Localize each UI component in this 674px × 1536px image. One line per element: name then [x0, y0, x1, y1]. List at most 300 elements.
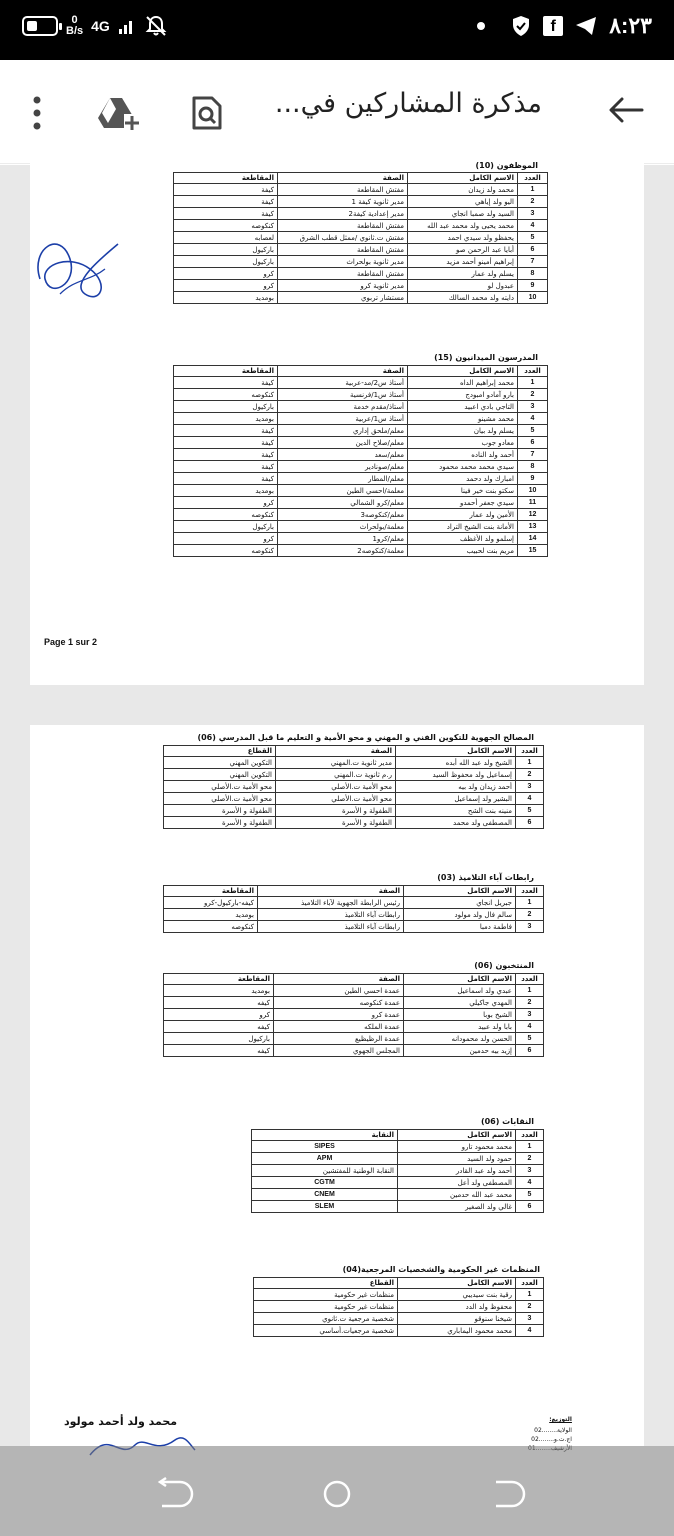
table-cell: كنكوصه — [174, 389, 278, 401]
table-row — [174, 545, 548, 557]
table-cell: 3 — [518, 208, 548, 220]
table-cell: 5 — [518, 425, 548, 437]
table-cell: إسماعيل ولد محفوظ السيد — [396, 769, 516, 781]
facebook-icon: f — [543, 16, 563, 36]
section-title: المدرسون الميدانيون (15) — [434, 353, 538, 362]
table-row — [174, 268, 548, 280]
table-cell: كنكوصه — [164, 921, 258, 933]
table-row — [174, 449, 548, 461]
table-row — [164, 1045, 544, 1057]
table-cell: 2 — [516, 909, 544, 921]
table-cell: CNEM — [252, 1189, 398, 1201]
table-cell: أستاذ س1/فرنسية — [278, 389, 408, 401]
table-cell: بابا ولد عبيد — [404, 1021, 516, 1033]
table-cell: باركيول — [174, 256, 278, 268]
table-row — [164, 909, 544, 921]
table-cell: كنكوصه — [174, 509, 278, 521]
table-row — [174, 437, 548, 449]
table-cell: النقابة الوطنية للمفتشين — [252, 1165, 398, 1177]
table-cell: 1 — [518, 184, 548, 196]
table-cell: منظمات غير حكومية — [254, 1289, 398, 1301]
table-cell: مفتش المقاطعة — [278, 184, 408, 196]
table-cell: التكوين المهني — [164, 769, 276, 781]
column-header: العدد — [518, 173, 548, 184]
column-header: الصفة — [278, 173, 408, 184]
table-cell: مدير ثانوية بولحراث — [278, 256, 408, 268]
table-cell: 9 — [518, 280, 548, 292]
column-header: العدد — [516, 886, 544, 897]
section-title: الموظفون (10) — [475, 161, 538, 170]
table-cell: يحفظو ولد سيدي احمد — [408, 232, 518, 244]
table-cell: رابطات آباء التلاميذ — [258, 921, 404, 933]
table-cell: 1 — [516, 985, 544, 997]
table-cell: معلم/صونادير — [278, 461, 408, 473]
table-row — [174, 425, 548, 437]
table-cell: معلم/كرو الشمالي — [278, 497, 408, 509]
table-cell: محو الأمية ت.الأصلي — [164, 793, 276, 805]
table-cell: 7 — [518, 449, 548, 461]
telegram-icon — [575, 16, 597, 36]
system-navigation-bar — [0, 1446, 674, 1536]
table-cell: مفتش المقاطعة — [278, 244, 408, 256]
notifications-off-icon — [144, 14, 168, 38]
table-cell: عمدة الملكه — [274, 1021, 404, 1033]
table-cell: محو الأمية ت.الأصلي — [164, 781, 276, 793]
table-row — [174, 413, 548, 425]
table-cell: 5 — [516, 1033, 544, 1045]
table-cell: APM — [252, 1153, 398, 1165]
network-speed: 0 B/s — [66, 14, 84, 37]
back-nav-icon[interactable] — [150, 1474, 190, 1514]
table-cell: 9 — [518, 473, 548, 485]
table-cell: 6 — [516, 1201, 544, 1213]
table-cell: كيفه — [164, 1045, 274, 1057]
employees-table — [173, 172, 548, 304]
table-cell: بارو آمادو امبودج — [408, 389, 518, 401]
column-header: المقاطعة — [174, 366, 278, 377]
table-cell: الشيخ ولد عبد الله أبده — [396, 757, 516, 769]
table-cell: كيفة — [174, 208, 278, 220]
table-cell: SIPES — [252, 1141, 398, 1153]
table-cell: أحمد ولد عبد القادر — [398, 1165, 516, 1177]
table-row — [164, 1009, 544, 1021]
table-row — [174, 292, 548, 304]
table-cell: مريم بنت لحبيب — [408, 545, 518, 557]
table-cell: 1 — [516, 757, 544, 769]
table-cell: كيفة — [174, 377, 278, 389]
table-row — [164, 781, 544, 793]
section-title: المنتخبون (06) — [474, 961, 534, 970]
table-cell: 3 — [516, 781, 544, 793]
column-header: الصفة — [278, 366, 408, 377]
column-header: المقاطعة — [164, 974, 274, 985]
recents-nav-icon[interactable] — [484, 1474, 524, 1514]
table-row — [164, 897, 544, 909]
network-type: 4G — [91, 18, 110, 34]
table-cell: 5 — [518, 232, 548, 244]
column-header: النقابة — [252, 1130, 398, 1141]
table-cell: 1 — [516, 1289, 544, 1301]
table-cell: 2 — [518, 389, 548, 401]
table-row — [174, 533, 548, 545]
table-row — [174, 208, 548, 220]
section-title: النقابات (06) — [480, 1117, 534, 1126]
column-header: الاسم الكامل — [408, 173, 518, 184]
column-header: المقاطعة — [164, 886, 258, 897]
table-cell: شخصية مرجعيات.أساسي — [254, 1325, 398, 1337]
table-cell: اليو ولد إياهي — [408, 196, 518, 208]
table-cell: كيفة — [174, 196, 278, 208]
table-cell: 10 — [518, 292, 548, 304]
table-cell: 3 — [516, 1313, 544, 1325]
table-cell: 4 — [518, 220, 548, 232]
table-header-row — [174, 173, 548, 184]
table-cell: منينه بنت الشح — [396, 805, 516, 817]
table-cell: الشيخ بوبا — [404, 1009, 516, 1021]
table-row — [164, 985, 544, 997]
table-cell: المجلس الجهوي — [274, 1045, 404, 1057]
section-title: رابطات آباء التلاميذ (03) — [437, 873, 534, 882]
table-cell: 3 — [516, 1165, 544, 1177]
table-cell: مفتش المقاطعة — [278, 268, 408, 280]
table-cell: مفتش ت.ثانوي /ممثل قطب الشرق — [278, 232, 408, 244]
table-row — [174, 509, 548, 521]
distribution-title: التوزيع: — [549, 1416, 572, 1423]
table-cell: محمد يحيى ولد محمد عبد الله — [408, 220, 518, 232]
table-cell: الطفولة و الأسرة — [276, 805, 396, 817]
column-header: الصفة — [274, 974, 404, 985]
table-cell: محفوظ ولد الدد — [398, 1301, 516, 1313]
table-cell: سيدي محمد محمد محمود — [408, 461, 518, 473]
table-cell: 13 — [518, 521, 548, 533]
section-title: المنظمات غير الحكومية والشخصيات المرجعية(04) — [342, 1265, 540, 1274]
table-row — [164, 769, 544, 781]
table-cell: كرو — [174, 497, 278, 509]
table-cell: محمد ولد زيدان — [408, 184, 518, 196]
table-cell: أحمد ولد الناده — [408, 449, 518, 461]
column-header: العدد — [516, 1278, 544, 1289]
table-row — [174, 401, 548, 413]
table-cell: سكتو بنت خير فينا — [408, 485, 518, 497]
table-cell: كيفه — [164, 997, 274, 1009]
table-cell: معلم/صلاح الدين — [278, 437, 408, 449]
elected-officials-table — [163, 973, 544, 1057]
table-cell: الطفولة و الأسرة — [276, 817, 396, 829]
signer-name: محمد ولد أحمد مولود — [64, 1415, 178, 1428]
table-cell: محمد محمود تارو — [398, 1141, 516, 1153]
home-nav-icon[interactable] — [317, 1474, 357, 1514]
table-cell: CGTM — [252, 1177, 398, 1189]
signal-icon — [118, 17, 136, 35]
column-header: الاسم الكامل — [398, 1130, 516, 1141]
table-cell: محمد مشينو — [408, 413, 518, 425]
table-cell: التاجي بادي اعبيد — [408, 401, 518, 413]
table-cell: ر.م ثانوية ت.المهني — [276, 769, 396, 781]
table-cell: 3 — [516, 1009, 544, 1021]
table-cell: 6 — [516, 1045, 544, 1057]
table-cell: المصطفى ولد محمد — [396, 817, 516, 829]
table-cell: 7 — [518, 256, 548, 268]
table-cell: البشير ولد إسماعيل — [396, 793, 516, 805]
parents-associations-table — [163, 885, 544, 933]
table-cell: منظمات غير حكومية — [254, 1301, 398, 1313]
column-header: القطاع — [164, 746, 276, 757]
table-cell: مستشار تربوي — [278, 292, 408, 304]
table-cell: بومديد — [174, 292, 278, 304]
table-cell: باركيول — [164, 1033, 274, 1045]
table-row — [174, 485, 548, 497]
table-cell: أحمد زيدان ولد بيه — [396, 781, 516, 793]
table-cell: المصطفى ولد أعل — [398, 1177, 516, 1189]
column-header: العدد — [518, 366, 548, 377]
table-row — [174, 497, 548, 509]
table-cell: معلم/ملحق إداري — [278, 425, 408, 437]
table-cell: أستاذ س2/مد-عربية — [278, 377, 408, 389]
table-row — [164, 921, 544, 933]
column-header: الاسم الكامل — [404, 886, 516, 897]
table-cell: 11 — [518, 497, 548, 509]
table-header-row — [164, 974, 544, 985]
table-cell: 2 — [516, 1153, 544, 1165]
table-row — [164, 793, 544, 805]
table-row — [174, 184, 548, 196]
add-to-drive-icon[interactable] — [96, 96, 140, 132]
table-header-row — [164, 886, 544, 897]
table-row — [164, 1033, 544, 1045]
table-cell: حمود ولد السيد — [398, 1153, 516, 1165]
table-cell: امبارك ولد دحمد — [408, 473, 518, 485]
table-cell: كرو — [174, 268, 278, 280]
table-cell: معلمة/بولحراث — [278, 521, 408, 533]
table-cell: محو الأمية ت.الأصلي — [276, 781, 396, 793]
table-row — [174, 461, 548, 473]
table-cell: أستاذ/مقدم خدمة — [278, 401, 408, 413]
table-cell: إزيد بيه حدمين — [404, 1045, 516, 1057]
table-cell: الطفولة و الأسرة — [164, 805, 276, 817]
table-cell: جبريل انجاي — [404, 897, 516, 909]
table-cell: كنكوصه — [174, 220, 278, 232]
column-header: العدد — [516, 974, 544, 985]
table-row — [174, 196, 548, 208]
table-cell: عمدة كرو — [274, 1009, 404, 1021]
table-cell: 1 — [516, 897, 544, 909]
table-cell: عمدة احسي الطين — [274, 985, 404, 997]
column-header: الصفة — [276, 746, 396, 757]
table-cell: بومديد — [174, 485, 278, 497]
document-viewer[interactable] — [0, 161, 674, 1446]
table-cell: مدير إعدادية كيفة2 — [278, 208, 408, 220]
back-arrow-icon[interactable] — [606, 90, 646, 130]
table-cell: 2 — [516, 997, 544, 1009]
table-cell: عمدة كنكوصه — [274, 997, 404, 1009]
document-page-2 — [30, 725, 644, 1465]
table-cell: يسلم ولد عمار — [408, 268, 518, 280]
table-cell: 14 — [518, 533, 548, 545]
table-cell: SLEM — [252, 1201, 398, 1213]
table-cell: 8 — [518, 268, 548, 280]
table-row — [254, 1301, 544, 1313]
table-row — [254, 1325, 544, 1337]
table-row — [252, 1141, 544, 1153]
table-row — [164, 757, 544, 769]
table-cell: معلمة/كنكوصه2 — [278, 545, 408, 557]
table-cell: باركيول — [174, 401, 278, 413]
table-cell: لعصابه — [174, 232, 278, 244]
table-cell: 10 — [518, 485, 548, 497]
table-header-row — [254, 1278, 544, 1289]
table-cell: رابطات آباء التلاميذ — [258, 909, 404, 921]
table-cell: الأمانة بنت الشيخ التراد — [408, 521, 518, 533]
table-cell: كيفة — [174, 461, 278, 473]
table-cell: إبراهيم أمينو أحمد مزيد — [408, 256, 518, 268]
table-header-row — [164, 746, 544, 757]
table-cell: 3 — [518, 401, 548, 413]
table-cell: كرو — [164, 1009, 274, 1021]
table-cell: 5 — [516, 1189, 544, 1201]
shield-icon — [511, 15, 531, 37]
table-cell: كيفة — [174, 425, 278, 437]
column-header: الاسم الكامل — [398, 1278, 516, 1289]
table-cell: عبدول لو — [408, 280, 518, 292]
table-row — [252, 1189, 544, 1201]
table-cell: الطفولة و الأسرة — [164, 817, 276, 829]
table-cell: شيخنا سنوقو — [398, 1313, 516, 1325]
table-cell: 6 — [518, 244, 548, 256]
table-cell: بومديد — [164, 985, 274, 997]
table-cell: معلم/سعد — [278, 449, 408, 461]
table-cell: 4 — [516, 1325, 544, 1337]
table-cell: الأمين ولد عمار — [408, 509, 518, 521]
column-header: العدد — [516, 746, 544, 757]
table-cell: كيفة — [174, 184, 278, 196]
column-header: العدد — [516, 1130, 544, 1141]
table-cell: باركيول — [174, 521, 278, 533]
table-cell: رئيس الرابطة الجهوية لآباء التلاميذ — [258, 897, 404, 909]
table-row — [254, 1289, 544, 1301]
regional-services-table — [163, 745, 544, 829]
table-cell: التكوين المهني — [164, 757, 276, 769]
table-cell: معلم/المطار — [278, 473, 408, 485]
table-cell: بومديد — [164, 909, 258, 921]
table-cell: محمد عبد الله حدمين — [398, 1189, 516, 1201]
table-row — [164, 817, 544, 829]
column-header: المقاطعة — [174, 173, 278, 184]
table-cell: مفتش المقاطعة — [278, 220, 408, 232]
table-cell: المهدي جاكيلي — [404, 997, 516, 1009]
table-cell: شخصية مرجعية ت.ثانوي — [254, 1313, 398, 1325]
table-cell: مدير ثانوية ت.المهني — [276, 757, 396, 769]
page-number: Page 1 sur 2 — [44, 637, 98, 647]
table-cell: 4 — [516, 1177, 544, 1189]
table-row — [164, 997, 544, 1009]
table-row — [174, 220, 548, 232]
table-cell: كيفة — [174, 449, 278, 461]
section-title: المصالح الجهوية للتكوين الفني و المهني و محو الأمية و التعليم ما قبل المدرسي (06) — [197, 733, 534, 742]
table-row — [252, 1177, 544, 1189]
document-title: مذكرة المشاركين في... — [274, 88, 542, 119]
table-cell: أستاذ س1/عربية — [278, 413, 408, 425]
table-cell: معادو جوب — [408, 437, 518, 449]
table-cell: كرو — [174, 280, 278, 292]
app-toolbar — [0, 60, 674, 164]
table-cell: عبدي ولد اسماعيل — [404, 985, 516, 997]
table-cell: معلم/كنكوصه3 — [278, 509, 408, 521]
table-row — [252, 1165, 544, 1177]
table-cell: كيفة — [174, 473, 278, 485]
ngos-table — [253, 1277, 544, 1337]
table-cell: 4 — [516, 793, 544, 805]
table-cell: أبايا عبد الرحمن صو — [408, 244, 518, 256]
column-header: الاسم الكامل — [404, 974, 516, 985]
table-cell: محمد إبراهيم الداه — [408, 377, 518, 389]
table-row — [174, 521, 548, 533]
table-cell: فاطمة دمبا — [404, 921, 516, 933]
table-row — [252, 1153, 544, 1165]
column-header: الاسم الكامل — [408, 366, 518, 377]
find-in-document-icon[interactable] — [190, 96, 224, 130]
battery-icon — [22, 16, 58, 36]
table-row — [174, 232, 548, 244]
table-cell: 1 — [516, 1141, 544, 1153]
table-cell: السيد ولد صمبا انجاي — [408, 208, 518, 220]
table-row — [254, 1313, 544, 1325]
table-cell: 2 — [516, 1301, 544, 1313]
table-row — [174, 280, 548, 292]
table-cell: محو الأمية ت.الأصلي — [276, 793, 396, 805]
table-row — [174, 377, 548, 389]
clock: ٨:٢٣ — [609, 13, 652, 38]
table-cell: مدير ثانوية كرو — [278, 280, 408, 292]
column-header: الاسم الكامل — [396, 746, 516, 757]
field-teachers-table — [173, 365, 548, 557]
table-cell: كيفه-باركيول-كرو — [164, 897, 258, 909]
more-options-icon[interactable] — [30, 94, 44, 132]
table-row — [174, 244, 548, 256]
distribution-line: الولاية........02 — [534, 1427, 572, 1434]
table-cell: معلمة/احسي الطين — [278, 485, 408, 497]
status-bar — [0, 0, 674, 60]
table-cell: 1 — [518, 377, 548, 389]
table-cell: بومديد — [174, 413, 278, 425]
table-cell: عمدة الرظيظيع — [274, 1033, 404, 1045]
table-cell: دايته ولد محمد السالك — [408, 292, 518, 304]
table-cell: كيفه — [164, 1021, 274, 1033]
table-cell: 15 — [518, 545, 548, 557]
table-row — [174, 473, 548, 485]
table-cell: 2 — [518, 196, 548, 208]
table-cell: غالي ولد الصغير — [398, 1201, 516, 1213]
table-cell: معلم/كرو1 — [278, 533, 408, 545]
table-header-row — [252, 1130, 544, 1141]
table-cell: 4 — [516, 1021, 544, 1033]
table-cell: الحسن ولد محمودانه — [404, 1033, 516, 1045]
table-cell: 2 — [516, 769, 544, 781]
table-cell: سيدي جعفر أحمدو — [408, 497, 518, 509]
table-header-row — [174, 366, 548, 377]
table-cell: رقية بنت سيديبي — [398, 1289, 516, 1301]
table-cell: كنكوصه — [174, 545, 278, 557]
notification-dot-icon — [477, 22, 485, 30]
table-cell: 6 — [518, 437, 548, 449]
table-cell: 6 — [516, 817, 544, 829]
table-cell: إسلمو ولد الأغظف — [408, 533, 518, 545]
table-cell: 12 — [518, 509, 548, 521]
table-cell: سالم فال ولد مولود — [404, 909, 516, 921]
table-cell: 3 — [516, 921, 544, 933]
table-row — [174, 389, 548, 401]
table-cell: 4 — [518, 413, 548, 425]
column-header: القطاع — [254, 1278, 398, 1289]
